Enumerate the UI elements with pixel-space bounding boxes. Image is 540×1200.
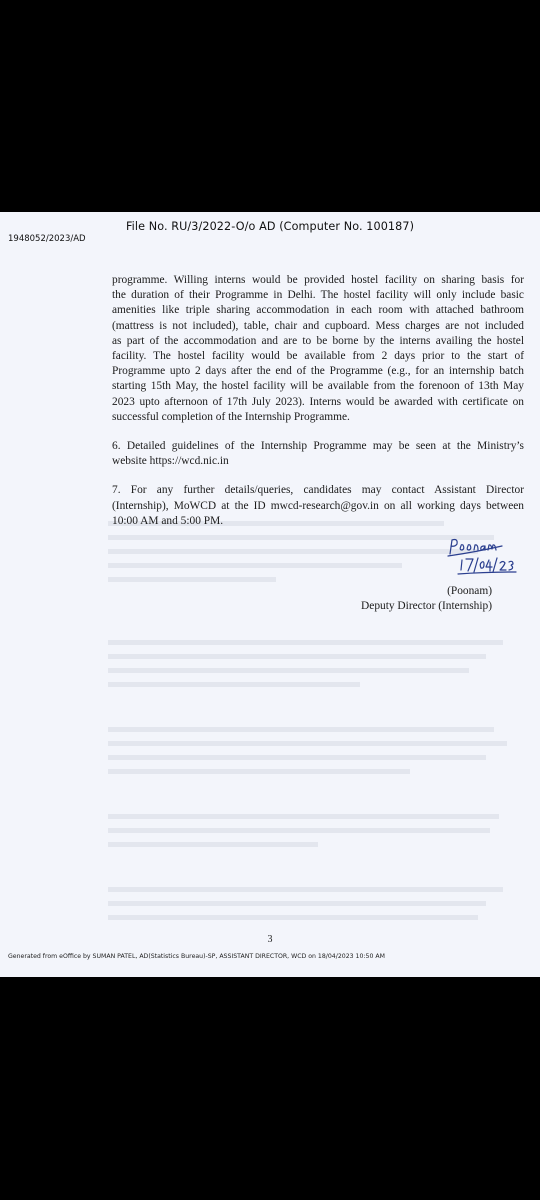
signatory-designation: Deputy Director (Internship) bbox=[361, 600, 492, 613]
text-line: facility. The hostel facility would be available from 2 days prior to the start of bbox=[112, 350, 524, 363]
document-page bbox=[0, 212, 540, 977]
text-line: as part of the accommodation and are to be borne by the interns availing the hostel bbox=[112, 334, 524, 347]
text-line: successful completion of the Internship Programme. bbox=[112, 410, 350, 423]
document-id: 1948052/2023/AD bbox=[8, 234, 86, 244]
text-line: starting 15th May, the hostel facility will be available from the forenoon of 13th May bbox=[112, 380, 524, 393]
text-line: 2023 upto afternoon of 17th July 2023). Interns would be awarded with certificate on bbox=[112, 395, 524, 408]
text-line: Programme upto 2 days after the end of the Programme (e.g., for an internship batch bbox=[112, 365, 524, 378]
text-line: website https://wcd.nic.in bbox=[112, 455, 229, 468]
signature-block bbox=[300, 584, 492, 614]
text-line: (mattress is not included), table, chair and cupboard. Mess charges are not included bbox=[112, 319, 524, 332]
text-line: the duration of their Programme in Delhi. The hostel facility will only include basic bbox=[112, 289, 524, 302]
page-number: 3 bbox=[267, 934, 273, 945]
text-line: 10:00 AM and 5:00 PM. bbox=[112, 514, 224, 527]
text-line: amenities like triple sharing accommodation in each room with attached bathroom bbox=[112, 304, 524, 317]
text-line: programme. Willing interns would be provided hostel facility on sharing basis for bbox=[112, 274, 524, 286]
document-body bbox=[112, 273, 524, 529]
handwritten-signature bbox=[446, 532, 540, 580]
signatory-name: (Poonam) bbox=[447, 585, 492, 597]
eoffice-footer: Generated from eOffice by SUMAN PATEL, AD(Statistics Bureau)-SP, ASSISTANT DIRECTOR, WCD on 18/04/2023 10:50 AM bbox=[8, 953, 385, 960]
paragraph-contact bbox=[112, 483, 524, 529]
paragraph-guidelines bbox=[112, 439, 524, 469]
text-line: 7. For any further details/queries, candidates may contact Assistant Director bbox=[112, 484, 524, 497]
file-number-header: File No. RU/3/2022-O/o AD (Computer No. 100187) bbox=[125, 220, 415, 233]
text-line: 6. Detailed guidelines of the Internship Programme may be seen at the Ministry’s bbox=[112, 440, 524, 453]
paragraph-hostel bbox=[112, 273, 524, 425]
text-line: (Internship), MoWCD at the ID mwcd-research@gov.in on all working days between bbox=[112, 499, 524, 512]
